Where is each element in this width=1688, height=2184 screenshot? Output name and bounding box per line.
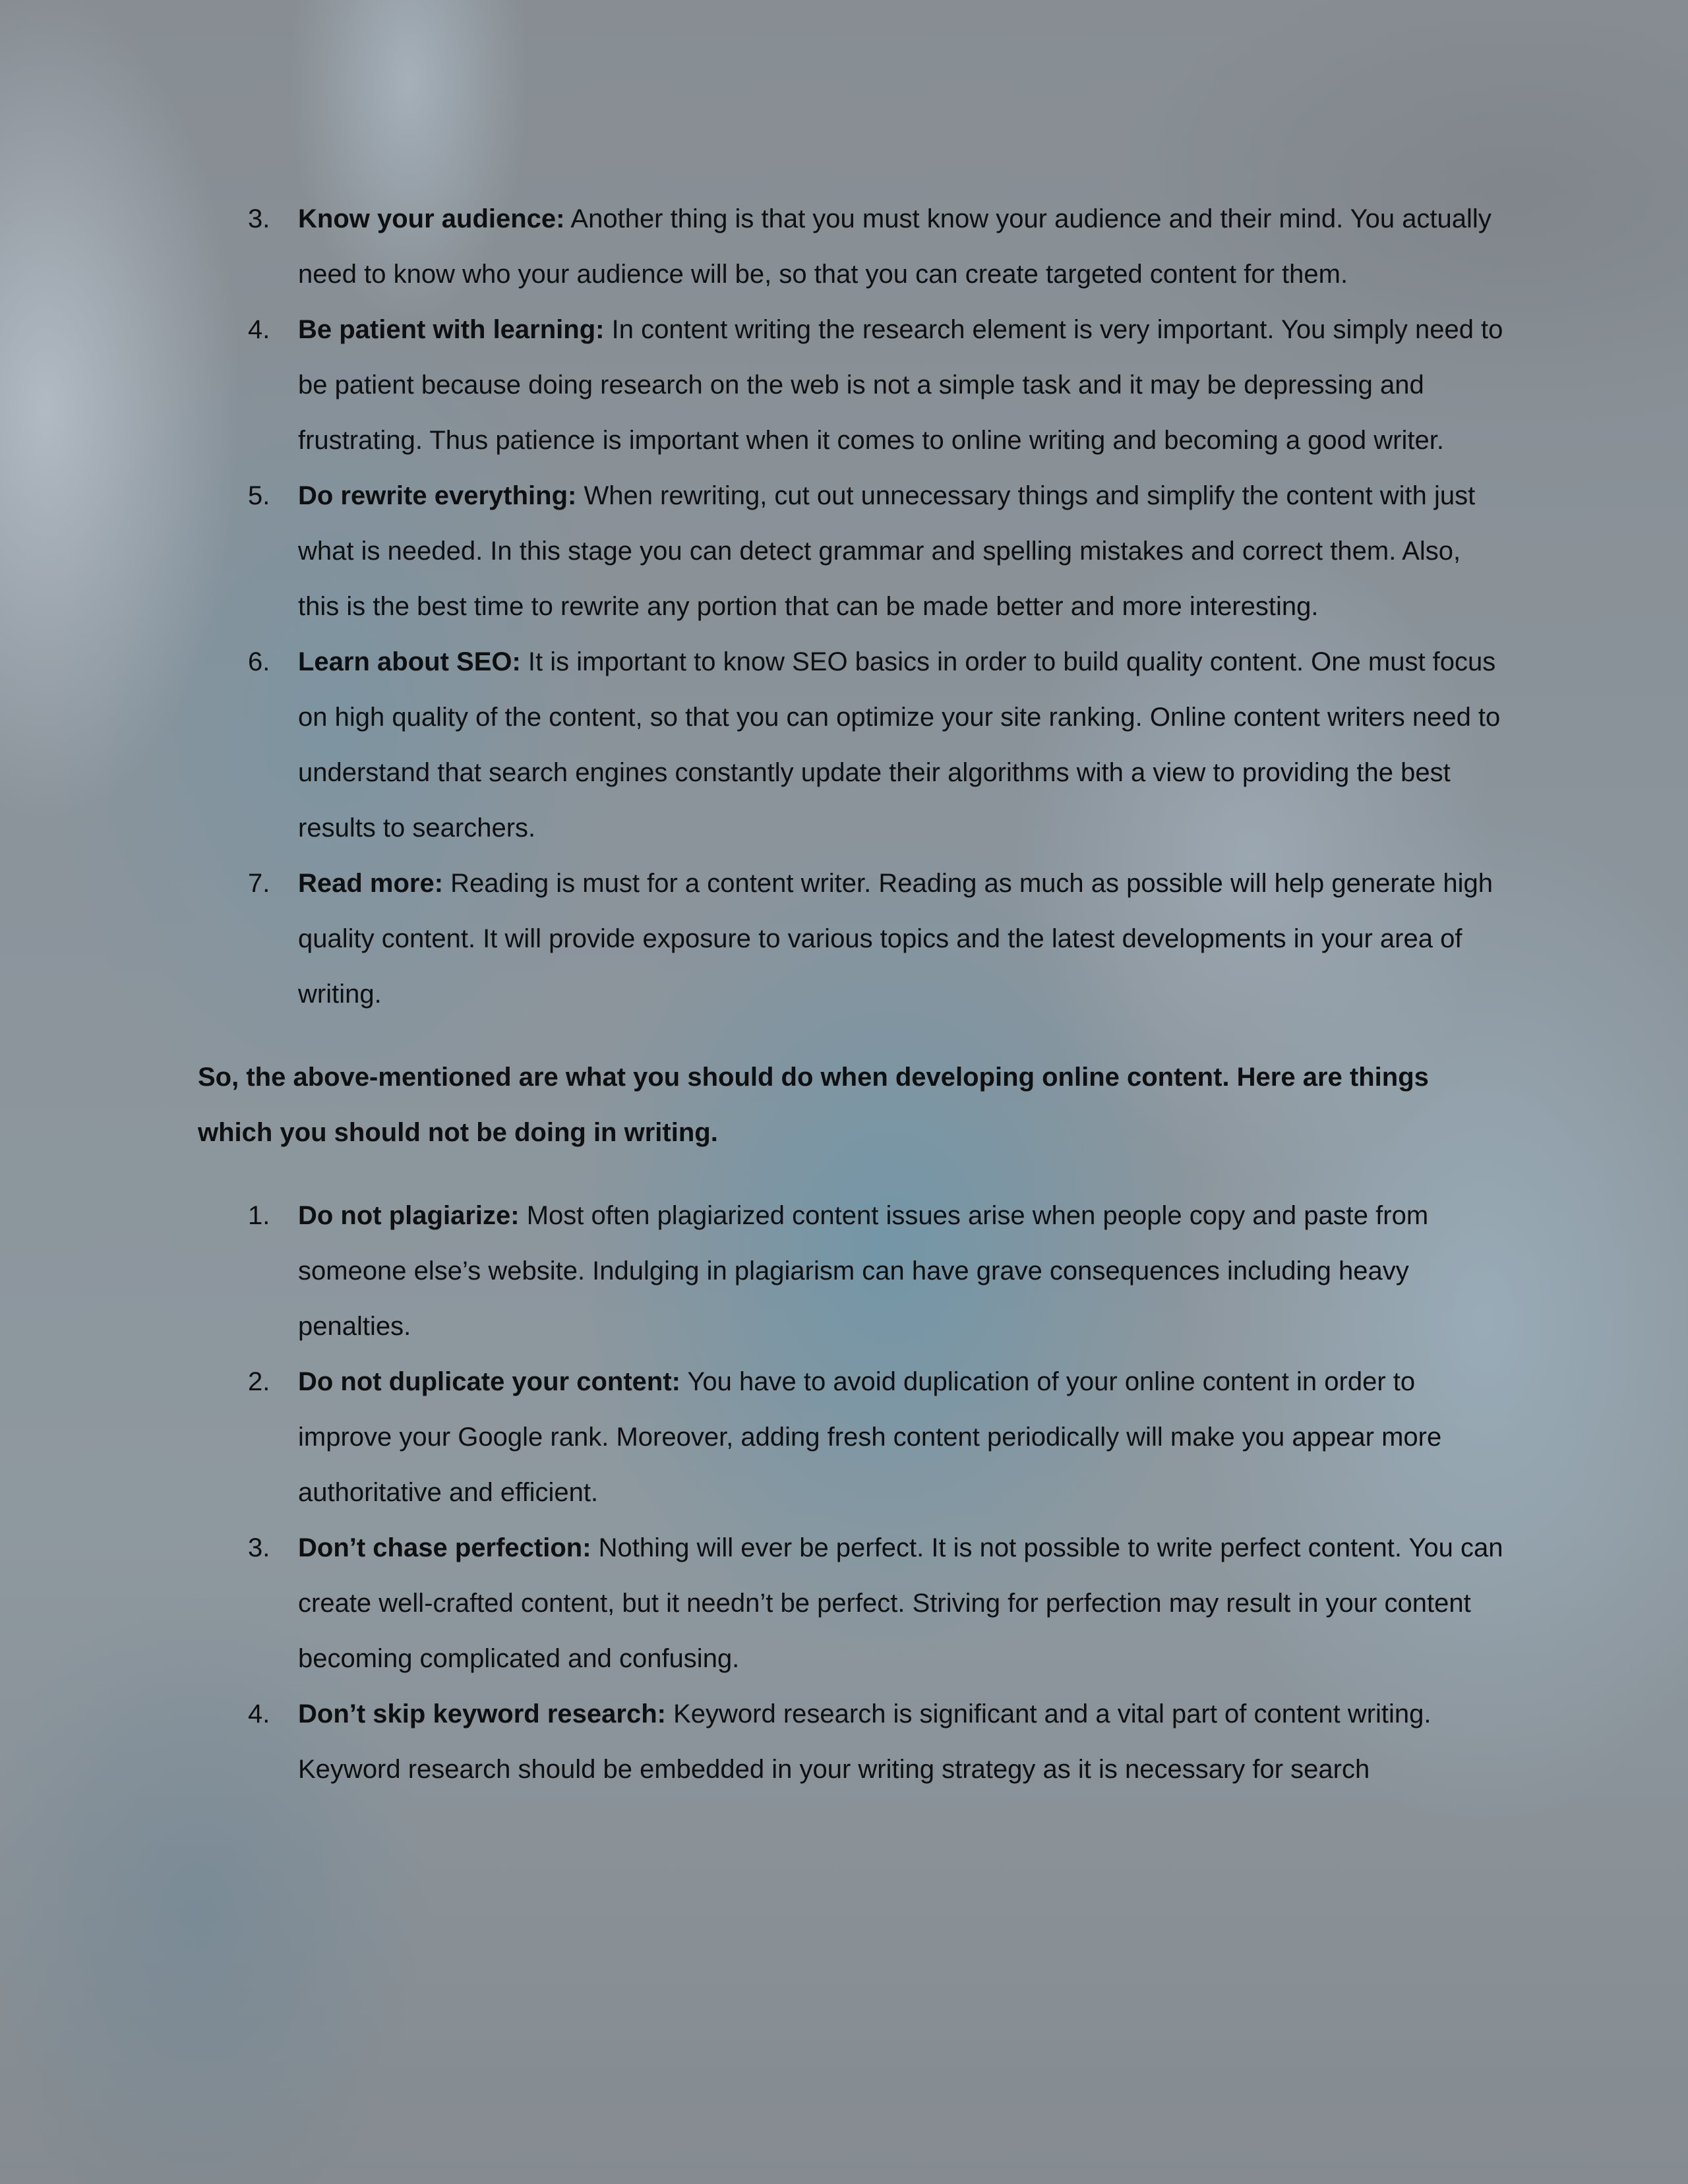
donts-list	[198, 1188, 1503, 1797]
item-text: When rewriting, cut out unnecessary things and simplify the content with just what is needed. In this stage you can detect grammar and spelling mistakes and correct them. Also, this is the best time to rewrite any portion that can be made better and more interesting.	[298, 481, 1476, 621]
item-text: Nothing will ever be perfect. It is not possible to write perfect content. You can create well-crafted content, but it needn’t be perfect. Striving for perfection may result in your content becoming complicated and confusing.	[298, 1533, 1503, 1673]
item-text: Another thing is that you must know your audience and their mind. You actually need to know who your audience will be, so that you can create targeted content for them.	[298, 204, 1492, 289]
item-term: Do rewrite everything:	[298, 481, 577, 510]
list-item	[198, 1520, 1503, 1686]
list-item	[198, 468, 1503, 634]
item-text: Most often plagiarized content issues arise when people copy and paste from someone else’s website. Indulging in plagiarism can have grave consequences including heavy penalties.	[298, 1201, 1429, 1341]
list-item	[198, 1686, 1503, 1797]
item-text: You have to avoid duplication of your online content in order to improve your Google rank. Moreover, adding fresh content periodically will make you appear more authoritative and efficient.	[298, 1367, 1442, 1507]
item-term: Read more:	[298, 869, 444, 898]
dos-list	[198, 191, 1503, 1022]
list-number: 7.	[248, 869, 270, 898]
item-text: Reading is must for a content writer. Reading as much as possible will help generate high quality content. It will provide exposure to various topics and the latest developments in your area of writing.	[298, 869, 1493, 1009]
item-text: It is important to know SEO basics in order to build quality content. One must focus on high quality of the content, so that you can optimize your site ranking. Online content writers need to understand that search engines constantly update their algorithms with a view to providing the best results to searchers.	[298, 647, 1501, 842]
list-item	[198, 191, 1503, 302]
list-item	[198, 634, 1503, 856]
list-number: 2.	[248, 1367, 270, 1396]
list-number: 5.	[248, 481, 270, 510]
item-term: Do not duplicate your content:	[298, 1367, 680, 1396]
item-term: Know your audience:	[298, 204, 565, 233]
list-item	[198, 1354, 1503, 1520]
item-term: Don’t chase perfection:	[298, 1533, 591, 1562]
document-body	[198, 191, 1503, 1797]
list-number: 4.	[248, 315, 270, 344]
list-number: 1.	[248, 1201, 270, 1230]
item-term: Don’t skip keyword research:	[298, 1699, 666, 1728]
list-item	[198, 856, 1503, 1022]
list-item	[198, 1188, 1503, 1354]
list-item	[198, 302, 1503, 468]
item-text: In content writing the research element is very important. You simply need to be patient because doing research on the web is not a simple task and it may be depressing and frustrating. Thus patience is important when it comes to online writing and becoming a good writer.	[298, 315, 1503, 455]
list-number: 6.	[248, 647, 270, 676]
list-number: 3.	[248, 204, 270, 233]
list-number: 4.	[248, 1699, 270, 1728]
list-number: 3.	[248, 1533, 270, 1562]
item-text: Keyword research is significant and a vital part of content writing. Keyword research should be embedded in your writing strategy as it is necessary for search	[298, 1699, 1432, 1784]
item-term: Learn about SEO:	[298, 647, 521, 676]
item-term: Do not plagiarize:	[298, 1201, 520, 1230]
transition-paragraph: So, the above-mentioned are what you should do when developing online content. Here are things which you should not be doing in writing.	[198, 1063, 1429, 1147]
item-term: Be patient with learning:	[298, 315, 605, 344]
